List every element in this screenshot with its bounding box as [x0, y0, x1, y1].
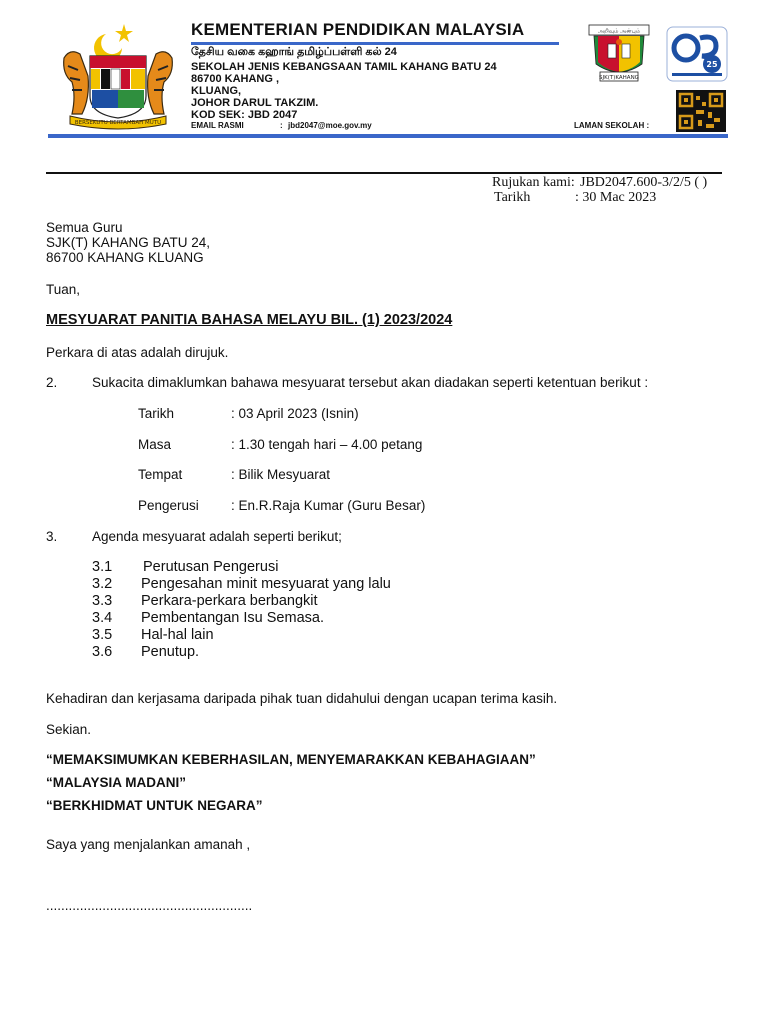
slogan-line: “BERKHIDMAT UNTUK NEGARA”: [46, 798, 263, 813]
email-separator: :: [280, 121, 283, 130]
detail-label: Tempat: [138, 467, 183, 482]
website-label: LAMAN SEKOLAH :: [574, 121, 650, 130]
letterhead: [48, 6, 728, 140]
sign-off: Saya yang menjalankan amanah ,: [46, 837, 251, 852]
agenda-item: Perkara-perkara berbangkit: [141, 593, 318, 609]
email-label: EMAIL RASMI: [191, 121, 244, 130]
paragraph-3-text: Agenda mesyuarat adalah seperti berikut;: [92, 529, 342, 544]
crest-motto: BERSEKUTU BERTAMBAH MUTU: [74, 120, 162, 126]
school-logo-label: SJK(T)KAHANG: [599, 75, 639, 81]
detail-value: : 03 April 2023 (Isnin): [231, 406, 359, 421]
letter-subject: MESYUARAT PANITIA BAHASA MELAYU BIL. (1) 2023/2024: [46, 312, 453, 328]
school-logo-motto: அறிவும் அன்பும்: [597, 28, 641, 35]
agenda-item: Penutup.: [141, 644, 200, 660]
detail-label: Masa: [138, 437, 172, 452]
date-label: Tarikh: [494, 190, 531, 205]
address-line-3: JOHOR DARUL TAKZIM.: [191, 97, 319, 109]
malaysia-coat-of-arms-icon: [58, 18, 178, 130]
sekian: Sekian.: [46, 722, 92, 737]
reference-label: Rujukan kami:: [492, 175, 575, 190]
agenda-item: Pembentangan Isu Semasa.: [141, 610, 324, 626]
school-name: SEKOLAH JENIS KEBANGSAAN TAMIL KAHANG BATU 24: [191, 61, 497, 73]
paragraph-2-text: Sukacita dimaklumkan bahawa mesyuarat tersebut akan diadakan seperti ketentuan berikut :: [92, 375, 649, 390]
recipient-line-1: Semua Guru: [46, 220, 123, 235]
agenda-number: 3.6: [92, 644, 113, 660]
detail-value: : Bilik Mesyuarat: [231, 467, 331, 482]
agenda-number: 3.3: [92, 593, 113, 609]
header-rule: [46, 172, 722, 174]
slogan-line: “MEMAKSIMUMKAN KEBERHASILAN, MENYEMARAKKAN KEBAHAGIAAN”: [46, 752, 536, 767]
closing-sentence: Kehadiran dan kerjasama daripada pihak tuan didahului dengan ucapan terima kasih.: [46, 691, 558, 706]
ministry-name: KEMENTERIAN PENDIDIKAN MALAYSIA: [191, 20, 525, 39]
letterhead-divider: [48, 134, 728, 138]
reference-sentence: Perkara di atas adalah dirujuk.: [46, 345, 229, 360]
recipient-line-3: 86700 KAHANG KLUANG: [46, 250, 204, 265]
agenda-item: Pengesahan minit mesyuarat yang lalu: [141, 576, 391, 592]
agenda-number: 3.2: [92, 576, 113, 592]
qr-code-icon[interactable]: [676, 90, 726, 132]
school-logo-icon: [588, 24, 650, 84]
agenda-number: 3.1: [92, 559, 113, 575]
ministry-underline: [191, 42, 559, 45]
email-value[interactable]: jbd2047@moe.gov.my: [288, 121, 372, 130]
date-value: : 30 Mac 2023: [575, 190, 657, 205]
salutation: Tuan,: [46, 282, 81, 297]
reference-value: JBD2047.600-3/2/5 ( ): [580, 175, 708, 190]
agenda-number: 3.4: [92, 610, 113, 626]
anniversary-logo-icon: [666, 26, 728, 82]
slogan-line: “MALAYSIA MADANI”: [46, 775, 187, 790]
paragraph-2-number: 2.: [46, 375, 58, 390]
address-line-2: KLUANG,: [191, 85, 242, 97]
agenda-item: Perutusan Pengerusi: [143, 559, 279, 575]
brand-number: 25: [706, 60, 718, 69]
school-code: KOD SEK: JBD 2047: [191, 109, 298, 121]
detail-label: Tarikh: [138, 406, 175, 421]
signature-line: .......................................................: [46, 898, 253, 913]
recipient-line-2: SJK(T) KAHANG BATU 24,: [46, 235, 211, 250]
school-name-tamil: தேசிய வகை கஹாங் தமிழ்ப்பள்ளி கல் 24: [191, 46, 397, 58]
detail-value: : En.R.Raja Kumar (Guru Besar): [231, 498, 426, 513]
detail-label: Pengerusi: [138, 498, 199, 513]
agenda-number: 3.5: [92, 627, 113, 643]
paragraph-3-number: 3.: [46, 529, 58, 544]
detail-value: : 1.30 tengah hari – 4.00 petang: [231, 437, 423, 452]
address-line-1: 86700 KAHANG ,: [191, 73, 280, 85]
agenda-item: Hal-hal lain: [141, 627, 214, 643]
